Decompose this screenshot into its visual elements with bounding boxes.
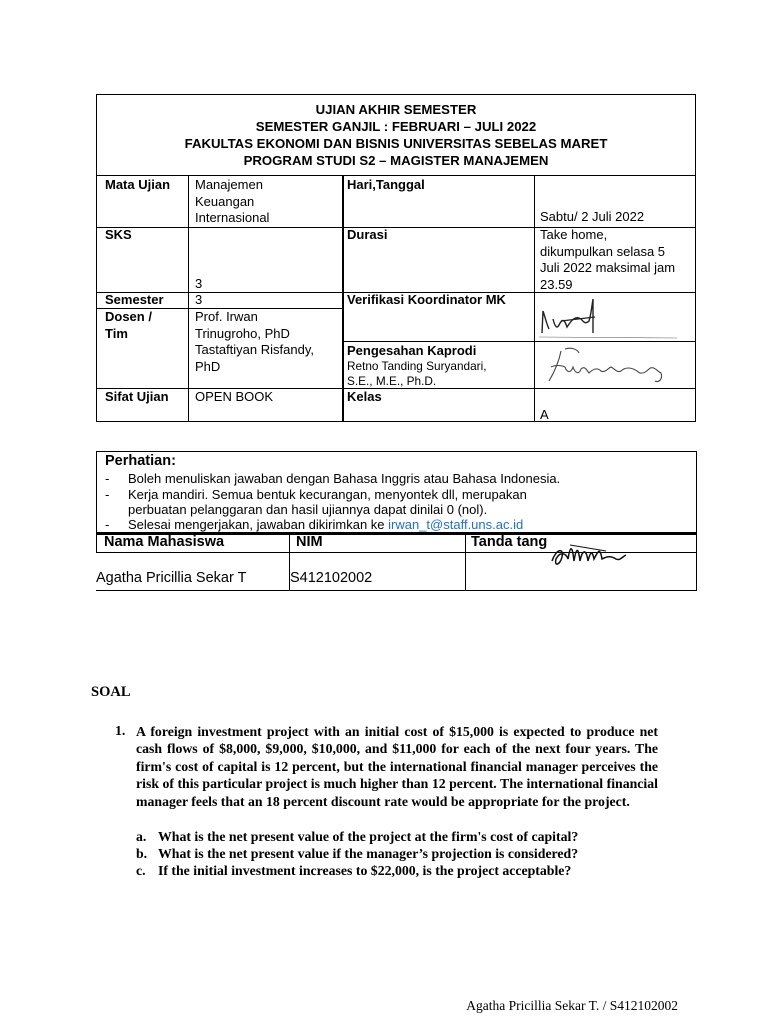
table-divider <box>96 590 697 591</box>
sub-question-b <box>136 845 578 862</box>
hari-tanggal-value: Sabtu/ 2 Juli 2022 <box>540 209 645 224</box>
page-footer: Agatha Pricillia Sekar T. / S412102002 <box>466 998 678 1013</box>
notice-box <box>96 451 697 533</box>
semester-label: Semester <box>105 292 164 307</box>
kaprodi-signature <box>541 343 691 388</box>
durasi-label: Durasi <box>347 227 388 242</box>
sub-question-letter: b. <box>136 846 148 861</box>
kaprodi-name-line: Retno Tanding Suryandari, <box>347 359 487 373</box>
dosen-value <box>195 309 314 375</box>
kelas-label: Kelas <box>347 389 382 404</box>
durasi-line: Juli 2022 maksimal jam <box>540 260 676 275</box>
durasi-line: Take home, <box>540 227 608 242</box>
kelas-value: A <box>540 407 549 422</box>
sub-question-letter: c. <box>136 863 146 878</box>
sks-value: 3 <box>195 276 203 291</box>
table-divider <box>97 388 695 389</box>
exam-title <box>97 101 695 169</box>
dosen-label <box>105 309 152 342</box>
title-line: SEMESTER GANJIL : FEBRUARI – JULI 2022 <box>255 119 537 134</box>
semester-value: 3 <box>195 292 203 307</box>
student-nim: S412102002 <box>290 570 373 586</box>
sks-label: SKS <box>105 227 132 242</box>
table-divider <box>342 175 344 421</box>
notice-text: Boleh menuliskan jawaban dengan Bahasa Inggris atau Bahasa Indonesia. <box>128 471 561 486</box>
dosen-line: Tastaftiyan Risfandy, <box>195 342 314 357</box>
sub-question-text: What is the net present value of the project at the firm's cost of capital? <box>158 829 579 844</box>
verifikasi-label: Verifikasi Koordinator MK <box>347 292 506 307</box>
table-divider <box>696 533 697 591</box>
table-divider <box>534 175 535 421</box>
mata-ujian-value <box>195 177 269 227</box>
student-signature <box>546 537 646 573</box>
mata-ujian-line: Manajemen <box>195 177 263 192</box>
mata-ujian-label: Mata Ujian <box>105 177 171 192</box>
coordinator-signature <box>537 295 687 341</box>
mata-ujian-line: Internasional <box>195 210 270 225</box>
kaprodi-name-line: S.E., M.E., Ph.D. <box>347 373 437 388</box>
title-line: PROGRAM STUDI S2 – MAGISTER MANAJEMEN <box>243 153 549 168</box>
durasi-line: dikumpulkan selasa 5 <box>540 243 666 259</box>
question-number: 1. <box>115 723 126 738</box>
bullet-dash: - <box>105 487 110 502</box>
email-link[interactable]: irwan_t@staff.uns.ac.id <box>388 517 524 532</box>
sub-question-a <box>136 828 578 845</box>
student-table <box>96 533 697 591</box>
notice-text <box>128 517 523 533</box>
name-header: Nama Mahasiswa <box>104 534 225 550</box>
nim-header: NIM <box>296 534 323 550</box>
durasi-line: 23.59 <box>540 276 573 292</box>
soal-heading: SOAL <box>91 684 131 700</box>
table-divider <box>97 175 695 176</box>
dosen-label-line: Dosen / <box>105 309 152 324</box>
bullet-dash: - <box>105 517 110 532</box>
table-divider <box>96 533 97 553</box>
table-divider <box>465 533 466 591</box>
dosen-line: Trinugroho, PhD <box>195 325 290 341</box>
sifat-ujian-value: OPEN BOOK <box>195 389 274 404</box>
dosen-label-line: Tim <box>105 325 128 341</box>
bullet-dash: - <box>105 471 110 486</box>
sub-question-text: What is the net present value if the manager’s projection is considered? <box>158 846 579 861</box>
sub-question-c <box>136 862 571 879</box>
durasi-value <box>540 227 675 293</box>
sub-question-letter: a. <box>136 829 147 844</box>
table-divider <box>188 175 189 421</box>
signature-header: Tanda tang <box>471 534 548 550</box>
dosen-line: PhD <box>195 358 221 374</box>
question-text: A foreign investment project with an initial cost of $15,000 is expected to produce net cash flows of $8,000, $9,000, $10,000, and $11,000 for each of the next four years. The firm's cost of capital is 12 percent, but the international financial manager perceives the risk of this particular project is much higher than 12 percent. The international financial manager feels that an 18 percent discount rate would be appropriate for the project. <box>136 724 658 809</box>
hari-tanggal-label: Hari,Tanggal <box>347 177 425 192</box>
exam-header-table <box>96 94 696 422</box>
notice-text-part: Selesai mengerjakan, jawaban dikirimkan ke <box>128 517 389 532</box>
dosen-line: Prof. Irwan <box>195 309 258 324</box>
sub-question-text: If the initial investment increases to $22,000, is the project acceptable? <box>158 863 572 878</box>
table-divider <box>342 341 695 342</box>
title-line: UJIAN AKHIR SEMESTER <box>315 102 477 117</box>
title-line: FAKULTAS EKONOMI DAN BISNIS UNIVERSITAS SEBELAS MARET <box>184 136 608 151</box>
sifat-ujian-label: Sifat Ujian <box>105 389 169 404</box>
notice-text: perbuatan pelanggaran dan hasil ujiannya dapat dinilai 0 (nol). <box>128 502 488 517</box>
notice-title: Perhatian: <box>105 453 176 469</box>
notice-text: Kerja mandiri. Semua bentuk kecurangan, menyontek dll, merupakan <box>128 487 527 502</box>
pengesahan-label: Pengesahan Kaprodi <box>347 343 477 358</box>
kaprodi-name <box>347 359 486 388</box>
mata-ujian-line: Keuangan <box>195 193 255 209</box>
student-name: Agatha Pricillia Sekar T <box>96 570 247 586</box>
